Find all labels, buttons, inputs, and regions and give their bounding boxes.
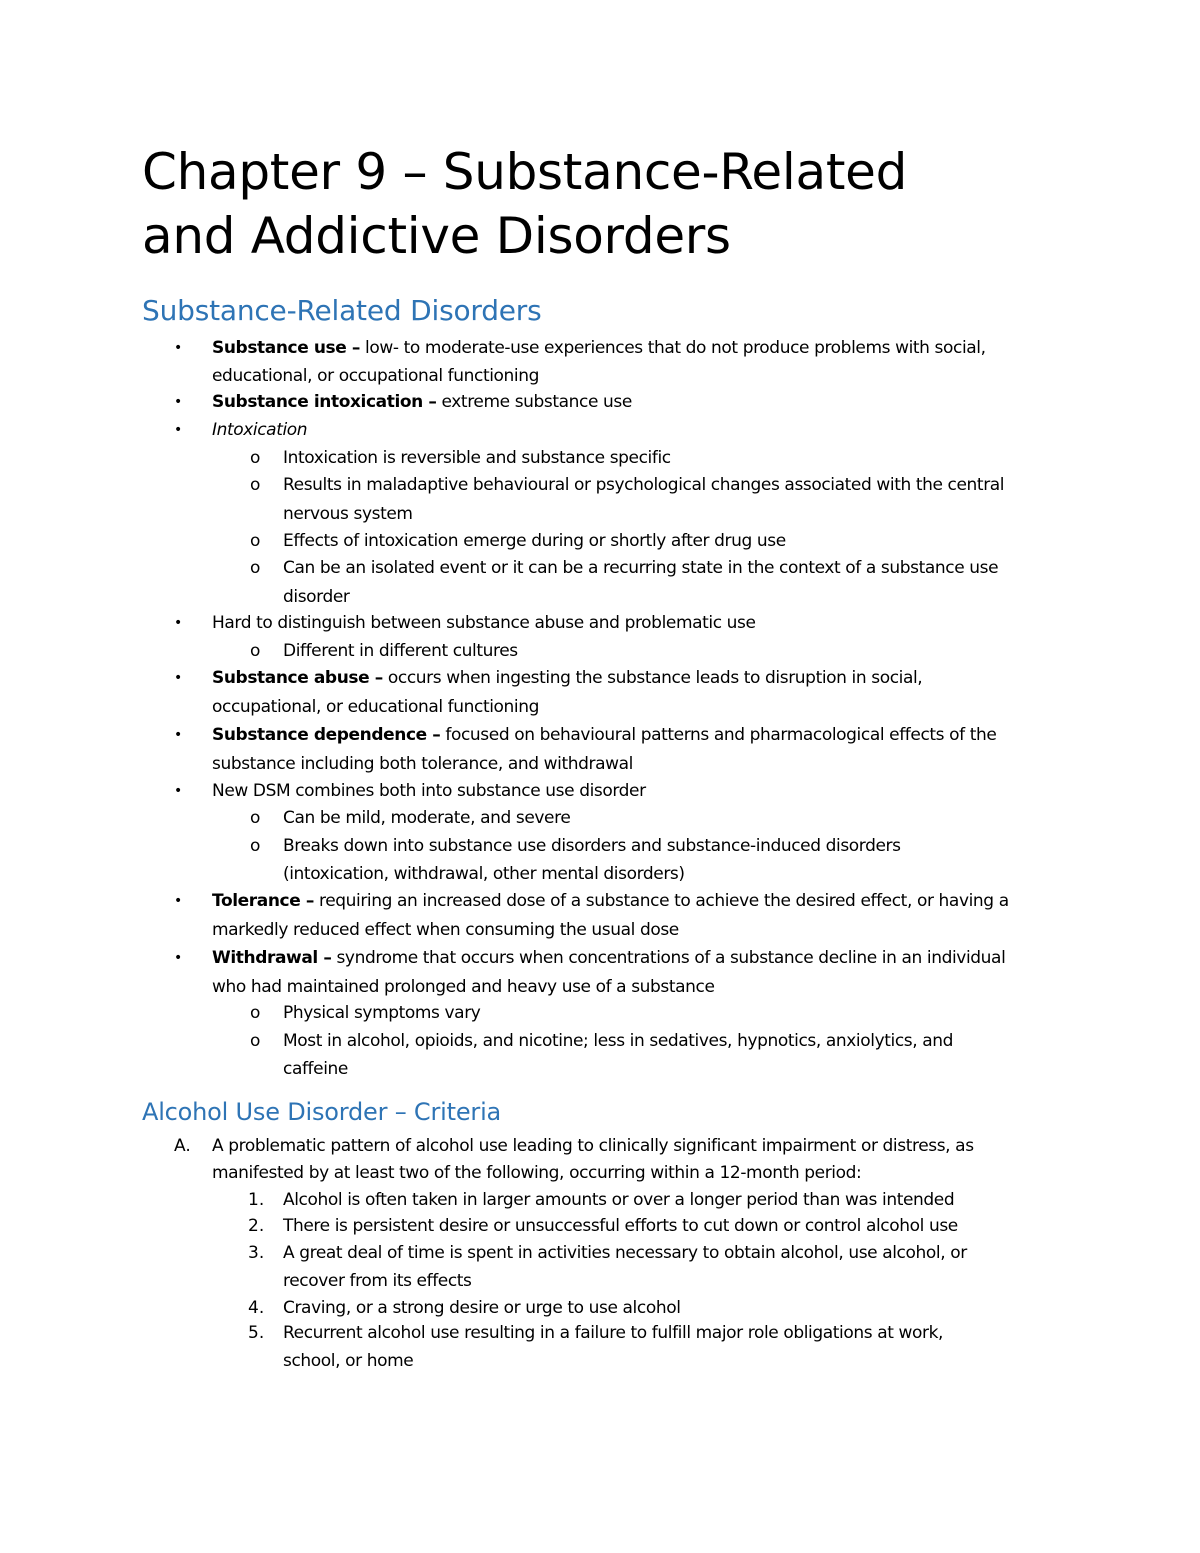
chapter-title-line-1: Chapter 9 – Substance-Related bbox=[142, 143, 908, 201]
number-marker: 2. bbox=[248, 1216, 265, 1236]
section-heading-substance-related: Substance-Related Disorders bbox=[142, 294, 542, 327]
definition-text: syndrome that occurs when concentrations of a substance decline in an individual bbox=[331, 948, 1006, 968]
chapter-title bbox=[142, 140, 907, 268]
sub-bullet-marker: o bbox=[250, 558, 261, 578]
sub-item-continuation: caffeine bbox=[283, 1059, 348, 1079]
list-item-continuation: markedly reduced effect when consuming the usual dose bbox=[212, 920, 679, 940]
bullet-marker: • bbox=[174, 422, 183, 438]
list-item-tolerance bbox=[212, 890, 1009, 912]
definition-text: focused on behavioural patterns and pharmacological effects of the bbox=[440, 725, 997, 745]
criterion-item: Alcohol is often taken in larger amounts or over a longer period than was intended bbox=[283, 1190, 955, 1210]
definition-text: extreme substance use bbox=[436, 392, 632, 412]
sub-bullet-marker: o bbox=[250, 475, 261, 495]
term-substance-dependence: Substance dependence – bbox=[212, 725, 441, 745]
list-item-substance-dependence bbox=[212, 724, 996, 746]
sub-item: Can be an isolated event or it can be a recurring state in the context of a substance use bbox=[283, 558, 999, 578]
criterion-item: Recurrent alcohol use resulting in a failure to fulfill major role obligations at work, bbox=[283, 1323, 944, 1343]
list-item-substance-abuse bbox=[212, 667, 922, 689]
bullet-marker: • bbox=[174, 394, 183, 410]
sub-bullet-marker: o bbox=[250, 448, 261, 468]
sub-item: Results in maladaptive behavioural or psychological changes associated with the central bbox=[283, 475, 1005, 495]
sub-bullet-marker: o bbox=[250, 531, 261, 551]
bullet-marker: • bbox=[174, 783, 183, 799]
list-item-substance-use bbox=[212, 337, 986, 359]
criterion-item: There is persistent desire or unsuccessful efforts to cut down or control alcohol use bbox=[283, 1216, 958, 1236]
number-marker: 1. bbox=[248, 1190, 265, 1210]
definition-text: requiring an increased dose of a substance to achieve the desired effect, or having a bbox=[313, 891, 1009, 911]
bullet-marker: • bbox=[174, 727, 183, 743]
criterion-a-continuation: manifested by at least two of the following, occurring within a 12-month period: bbox=[212, 1163, 862, 1183]
number-marker: 5. bbox=[248, 1323, 265, 1343]
sub-bullet-marker: o bbox=[250, 1031, 261, 1051]
term-substance-use: Substance use – bbox=[212, 338, 361, 358]
list-item-substance-intoxication bbox=[212, 391, 632, 413]
sub-item-continuation: disorder bbox=[283, 587, 350, 607]
bullet-marker: • bbox=[174, 340, 183, 356]
list-item-intoxication: Intoxication bbox=[212, 420, 308, 440]
bullet-marker: • bbox=[174, 615, 183, 631]
term-substance-intoxication: Substance intoxication – bbox=[212, 392, 437, 412]
bullet-marker: • bbox=[174, 950, 183, 966]
number-marker: 3. bbox=[248, 1243, 265, 1263]
section-heading-alcohol-use-disorder: Alcohol Use Disorder – Criteria bbox=[142, 1098, 502, 1126]
sub-item: Intoxication is reversible and substance specific bbox=[283, 448, 671, 468]
term-withdrawal: Withdrawal – bbox=[212, 948, 332, 968]
letter-marker: A. bbox=[174, 1136, 191, 1156]
sub-item: Effects of intoxication emerge during or shortly after drug use bbox=[283, 531, 786, 551]
list-item-withdrawal bbox=[212, 947, 1005, 969]
sub-item: Most in alcohol, opioids, and nicotine; less in sedatives, hypnotics, anxiolytics, and bbox=[283, 1031, 954, 1051]
sub-item: Breaks down into substance use disorders and substance-induced disorders bbox=[283, 836, 901, 856]
list-item-new-dsm: New DSM combines both into substance use disorder bbox=[212, 781, 646, 801]
definition-text: low- to moderate-use experiences that do not produce problems with social, bbox=[360, 338, 986, 358]
term-substance-abuse: Substance abuse – bbox=[212, 668, 383, 688]
definition-text: occurs when ingesting the substance leads to disruption in social, bbox=[382, 668, 923, 688]
sub-item: Different in different cultures bbox=[283, 641, 518, 661]
sub-item: Can be mild, moderate, and severe bbox=[283, 808, 571, 828]
list-item-continuation: substance including both tolerance, and withdrawal bbox=[212, 754, 633, 774]
sub-item-continuation: nervous system bbox=[283, 504, 413, 524]
sub-bullet-marker: o bbox=[250, 836, 261, 856]
chapter-title-line-2: and Addictive Disorders bbox=[142, 207, 731, 265]
criterion-a: A problematic pattern of alcohol use leading to clinically significant impairment or distress, as bbox=[212, 1136, 974, 1156]
list-item-continuation: educational, or occupational functioning bbox=[212, 366, 540, 386]
criterion-item-continuation: recover from its effects bbox=[283, 1271, 472, 1291]
criterion-item: Craving, or a strong desire or urge to use alcohol bbox=[283, 1298, 681, 1318]
criterion-item: A great deal of time is spent in activities necessary to obtain alcohol, use alcohol, or bbox=[283, 1243, 967, 1263]
bullet-marker: • bbox=[174, 670, 183, 686]
list-item-continuation: who had maintained prolonged and heavy use of a substance bbox=[212, 977, 715, 997]
list-item-continuation: occupational, or educational functioning bbox=[212, 697, 540, 717]
sub-bullet-marker: o bbox=[250, 808, 261, 828]
criterion-item-continuation: school, or home bbox=[283, 1351, 414, 1371]
sub-item: Physical symptoms vary bbox=[283, 1003, 481, 1023]
number-marker: 4. bbox=[248, 1298, 265, 1318]
sub-bullet-marker: o bbox=[250, 1003, 261, 1023]
term-tolerance: Tolerance – bbox=[212, 891, 314, 911]
sub-item-continuation: (intoxication, withdrawal, other mental disorders) bbox=[283, 864, 685, 884]
sub-bullet-marker: o bbox=[250, 641, 261, 661]
bullet-marker: • bbox=[174, 893, 183, 909]
list-item-hard-to-distinguish: Hard to distinguish between substance abuse and problematic use bbox=[212, 613, 756, 633]
